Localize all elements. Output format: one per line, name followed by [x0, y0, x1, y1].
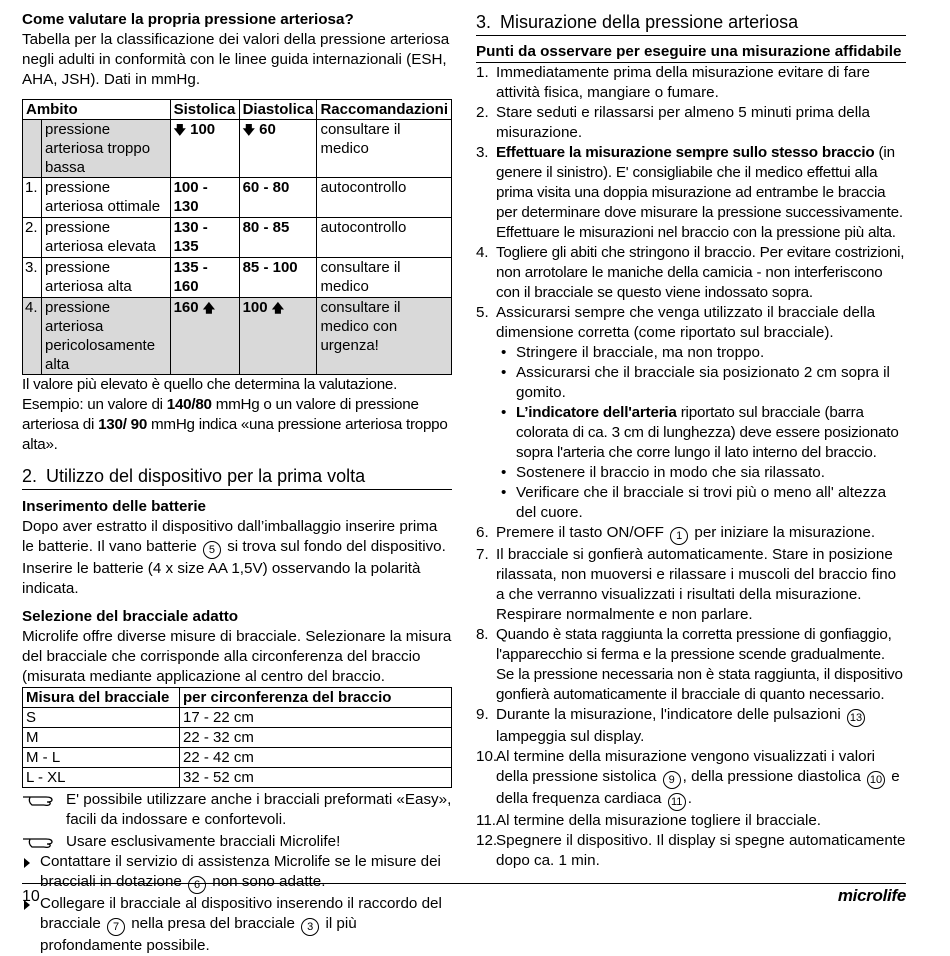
- evaluation-example: Il valore più elevato è quello che determina la valutazione. Esempio: un valore di 140/80 mmHg o un valore di pressione arteriosa di 130/ 90 mmHg indica «una pressione arteriosa troppo alta».: [22, 376, 448, 453]
- header-ambito: Ambito: [23, 100, 171, 120]
- row-systolic: 100 - 130: [170, 178, 239, 218]
- cuff-size: S: [23, 708, 180, 728]
- row-systolic: 130 - 135: [170, 218, 239, 258]
- list-item: 12. Spegnere il dispositivo. Il display si spegne automaticamente dopo ca. 1 min.: [476, 832, 906, 869]
- page-number: 10: [22, 888, 40, 905]
- ref-number-icon: 13: [847, 709, 865, 727]
- cuff-header-row: [23, 688, 452, 708]
- list-item: 6. Premere il tasto ON/OFF 1 per iniziare la misurazione.: [476, 523, 906, 545]
- header-raccomandazioni: Raccomandazioni: [317, 100, 452, 120]
- batteries-heading: Inserimento delle batterie: [22, 498, 206, 515]
- row-recommendation: autocontrollo: [317, 218, 452, 258]
- list-item: 3. Effettuare la misurazione sempre sullo stesso braccio (in genere il sinistro). E' consigliabile che il medico effettui alla prima visita una doppia misurazione ad entrambe le braccia per determinare dove misurare la pressione successivamente. Effettuare le misurazioni nel braccio con la pressione più alta.: [476, 144, 903, 241]
- list-item: 1. Immediatamente prima della misurazione evitare di fare attività fisica, mangiare o fumare.: [476, 64, 870, 101]
- row-recommendation: consultare il medico: [317, 258, 452, 298]
- row-index: [23, 120, 42, 178]
- row-range: pressione arteriosa alta: [42, 258, 171, 298]
- table-row: [23, 178, 452, 218]
- note-microlife-cuffs: Usare esclusivamente bracciali Microlife!: [22, 832, 452, 852]
- up-arrow-icon: 🡅: [202, 301, 216, 315]
- header-circumference: per circonferenza del braccio: [180, 688, 452, 708]
- list-item: • Verificare che il bracciale si trovi più o meno all' altezza del cuore.: [496, 483, 906, 523]
- points-heading: Punti da osservare per eseguire una misurazione affidabile: [476, 42, 906, 63]
- list-item: 10. Al termine della misurazione vengono visualizzati i valori della pressione sistolica 9 , della pressione diastolica 10 e della frequenza cardiaca 11 .: [476, 747, 906, 811]
- instruction-connect-cuff: Collegare il bracciale al dispositivo inserendo il raccordo del bracciale 7 nella presa del bracciale 3 il più profondamente possibile.: [22, 894, 452, 956]
- table-row: [23, 728, 452, 748]
- list-item: • L’indicatore dell'arteria riportato sul bracciale (barra colorata di ca. 3 cm di lunghezza) deve essere posizionato sopra l'arteria che corre lungo il lato interno del braccio.: [496, 403, 906, 463]
- cuff-size: M: [23, 728, 180, 748]
- row-systolic: 135 - 160: [170, 258, 239, 298]
- circumference: 22 - 32 cm: [180, 728, 452, 748]
- cuff-size: L - XL: [23, 768, 180, 788]
- ref-number-icon: 6: [188, 876, 206, 894]
- list-item: 4. Togliere gli abiti che stringono il braccio. Per evitare costrizioni, non arrotolare le maniche della camicia - non interferiscono con il bracciale se questo viene indossato sopra.: [476, 244, 905, 301]
- down-arrow-icon: 🡇: [242, 123, 255, 137]
- list-item: 2. Stare seduti e rilassarsi per almeno 5 minuti prima della misurazione.: [476, 104, 870, 141]
- section-2-title: 2. Utilizzo del dispositivo per la prima volta: [22, 464, 452, 490]
- classification-table: [22, 99, 452, 375]
- row-range: pressione arteriosa ottimale: [42, 178, 171, 218]
- list-item: 7. Il bracciale si gonfierà automaticamente. Stare in posizione rilassata, non muoversi e rilassare i muscoli del braccio fino a che verranno visualizzati i risultati della misurazione. Respirare normalmente e non parlare.: [476, 546, 897, 623]
- row-diastolic: 60 - 80: [239, 178, 317, 218]
- left-column: [22, 10, 452, 956]
- brand-logo: microlife: [837, 886, 906, 905]
- row-range: pressione arteriosa pericolosamente alta: [42, 298, 171, 375]
- table-row: [23, 298, 452, 375]
- cuff-bullets: [496, 343, 906, 523]
- header-diastolica: Diastolica: [239, 100, 317, 120]
- evaluate-text: Tabella per la classificazione dei valori della pressione arteriosa negli adulti in conformità con le linee guida internazionali (ESH, AHA, JSH). Dati in mmHg.: [22, 31, 450, 88]
- row-systolic: 🡇 100: [170, 120, 239, 178]
- classification-header-row: [23, 100, 452, 120]
- note-easy-cuffs: E' possibile utilizzare anche i bracciali preformati «Easy», facili da indossare e confortevoli.: [22, 790, 452, 830]
- list-item: • Sostenere il braccio in modo che sia rilassato.: [496, 463, 906, 483]
- row-systolic: 160 🡅: [170, 298, 239, 375]
- table-row: [23, 218, 452, 258]
- ref-number-icon: 5: [203, 541, 221, 559]
- pointing-hand-icon: [22, 835, 58, 849]
- row-index: 1.: [23, 178, 42, 218]
- measurement-steps: [476, 63, 906, 871]
- down-arrow-icon: 🡇: [173, 123, 186, 137]
- circumference: 17 - 22 cm: [180, 708, 452, 728]
- row-diastolic: 85 - 100: [239, 258, 317, 298]
- list-item: 8. Quando è stata raggiunta la corretta pressione di gonfiaggio, l'apparecchio si ferma e la pressione scende gradualmente. Se la pressione necessaria non è stata raggiunta, il dispositivo gonfierà automaticamente il bracciale di quanto necessario.: [476, 626, 903, 703]
- cuff-heading: Selezione del bracciale adatto: [22, 608, 239, 625]
- row-recommendation: autocontrollo: [317, 178, 452, 218]
- footer-rule: [22, 883, 906, 884]
- row-index: 3.: [23, 258, 42, 298]
- list-item: 9. Durante la misurazione, l'indicatore delle pulsazioni 13 lampeggia sul display.: [476, 705, 906, 747]
- cuff-size: M - L: [23, 748, 180, 768]
- circumference: 22 - 42 cm: [180, 748, 452, 768]
- triangle-bullet-icon: [24, 858, 30, 868]
- evaluate-heading: Come valutare la propria pressione arteriosa?: [22, 11, 354, 28]
- header-sistolica: Sistolica: [170, 100, 239, 120]
- up-arrow-icon: 🡅: [271, 301, 285, 315]
- list-item: • Assicurarsi che il bracciale sia posizionato 2 cm sopra il gomito.: [496, 363, 906, 403]
- header-cuff-size: Misura del bracciale: [23, 688, 180, 708]
- table-row: [23, 258, 452, 298]
- instruction-contact-service: Contattare il servizio di assistenza Microlife se le misure dei bracciali in dotazione 6 non sono adatte.: [22, 852, 452, 894]
- circumference: 32 - 52 cm: [180, 768, 452, 788]
- table-row: [23, 708, 452, 728]
- table-row: [23, 748, 452, 768]
- row-recommendation: consultare il medico con urgenza!: [317, 298, 452, 375]
- row-diastolic: 100 🡅: [239, 298, 317, 375]
- pointing-hand-icon: [22, 793, 58, 807]
- cuff-size-table: [22, 687, 452, 788]
- ref-number-icon: 11: [668, 793, 686, 811]
- row-diastolic: 🡇 60: [239, 120, 317, 178]
- list-item: 11. Al termine della misurazione togliere il bracciale.: [476, 812, 821, 829]
- ref-number-icon: 1: [670, 527, 688, 545]
- row-diastolic: 80 - 85: [239, 218, 317, 258]
- row-index: 2.: [23, 218, 42, 258]
- right-column: [476, 10, 906, 871]
- ref-number-icon: 3: [301, 918, 319, 936]
- batteries-text: Dopo aver estratto il dispositivo dall’imballaggio inserire prima le batterie. Il vano batterie 5 si trova sul fondo del dispositivo. Inserire le batterie (4 x size AA 1,5V) osservando la polarità indicata.: [22, 518, 446, 597]
- section-3-title: 3. Misurazione della pressione arteriosa: [476, 10, 906, 36]
- row-range: pressione arteriosa elevata: [42, 218, 171, 258]
- row-recommendation: consultare il medico: [317, 120, 452, 178]
- cuff-text: Microlife offre diverse misure di bracciale. Selezionare la misura del bracciale che corrisponde alla circonferenza del braccio (misurata mediante applicazione al centro del braccio.: [22, 628, 452, 685]
- list-item: • Stringere il bracciale, ma non troppo.: [496, 343, 906, 363]
- table-row: [23, 768, 452, 788]
- list-item: 5. Assicurarsi sempre che venga utilizzato il bracciale della dimensione corretta (come riportato sul bracciale). • Stringere il bracciale, ma non troppo. • Assicurarsi che il bracciale sia posizionato 2 cm sopra il gomito. • L’indicatore dell'arteria riportato sul bracciale (barra colorata di ca. 3 cm di lunghezza) deve essere posizionato sopra l'arteria che corre lungo il lato interno del braccio. • Sostenere il braccio in modo che sia rilassato. • Verificare che il bracciale si trovi più o meno all' altezza del cuore.: [476, 303, 906, 523]
- ref-number-icon: 7: [107, 918, 125, 936]
- row-range: pressione arteriosa troppo bassa: [42, 120, 171, 178]
- row-index: 4.: [23, 298, 42, 375]
- ref-number-icon: 9: [663, 771, 681, 789]
- ref-number-icon: 10: [867, 771, 885, 789]
- table-row: [23, 120, 452, 178]
